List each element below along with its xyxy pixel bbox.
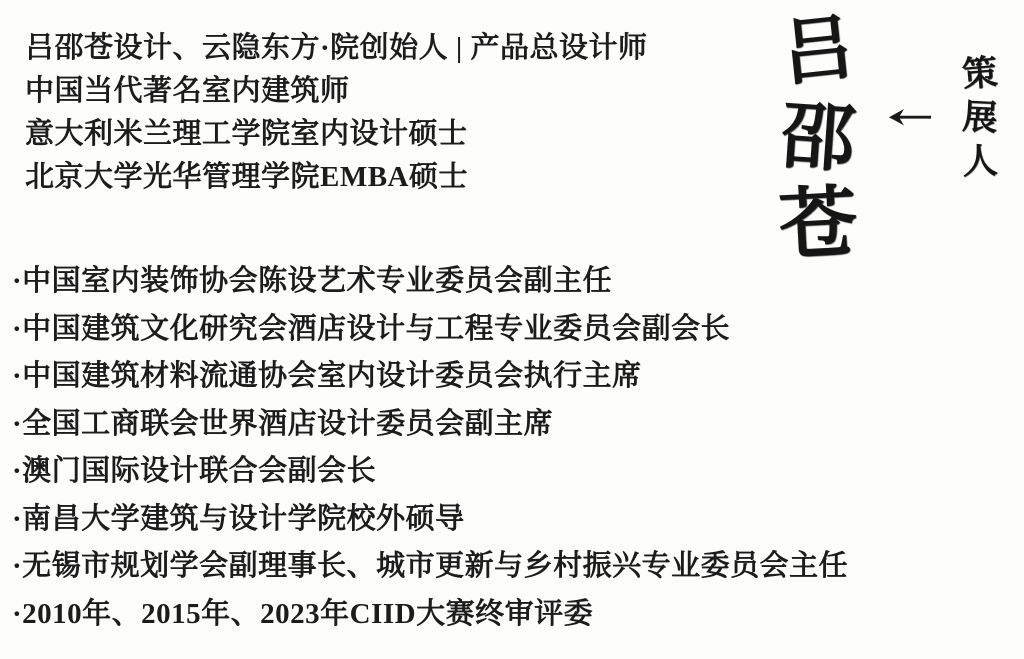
signature-name-calligraphy — [774, 8, 862, 269]
position-item: ·全国工商联会世界酒店设计委员会副主席 — [12, 407, 554, 440]
curator-label-char: 策 — [960, 52, 1000, 95]
intro-line: 中国当代著名室内建筑师 — [25, 75, 350, 107]
position-item: ·中国建筑文化研究会酒店设计与工程专业委员会副会长 — [12, 312, 731, 345]
curator-label-calligraphy — [956, 52, 1004, 184]
position-item: ·中国建筑材料流通协会室内设计委员会执行主席 — [12, 360, 642, 392]
signature-name-char: 苍 — [776, 179, 860, 271]
curator-label-char: 人 — [961, 141, 999, 182]
intro-line: 意大利米兰理工学院室内设计硕士 — [25, 118, 468, 150]
positions-list — [12, 258, 848, 638]
intro-block — [25, 27, 648, 199]
signature-name-char: 邵 — [778, 94, 858, 182]
intro-line: 北京大学光华管理学院EMBA硕士 — [25, 161, 469, 193]
position-item: ·中国室内装饰协会陈设艺术专业委员会副主任 — [12, 265, 613, 297]
curator-label-char: 展 — [961, 97, 999, 138]
left-arrow-icon — [888, 104, 932, 130]
signature-name-char: 吕 — [777, 7, 858, 95]
intro-line: 吕邵苍设计、云隐东方·院创始人 | 产品总设计师 — [25, 32, 648, 64]
position-item: ·南昌大学建筑与设计学院校外硕导 — [12, 502, 465, 535]
position-item: ·2010年、2015年、2023年CIID大赛终审评委 — [12, 597, 594, 630]
position-item: ·无锡市规划学会副理事长、城市更新与乡村振兴专业委员会主任 — [12, 550, 849, 582]
position-item: ·澳门国际设计联合会副会长 — [12, 455, 377, 487]
